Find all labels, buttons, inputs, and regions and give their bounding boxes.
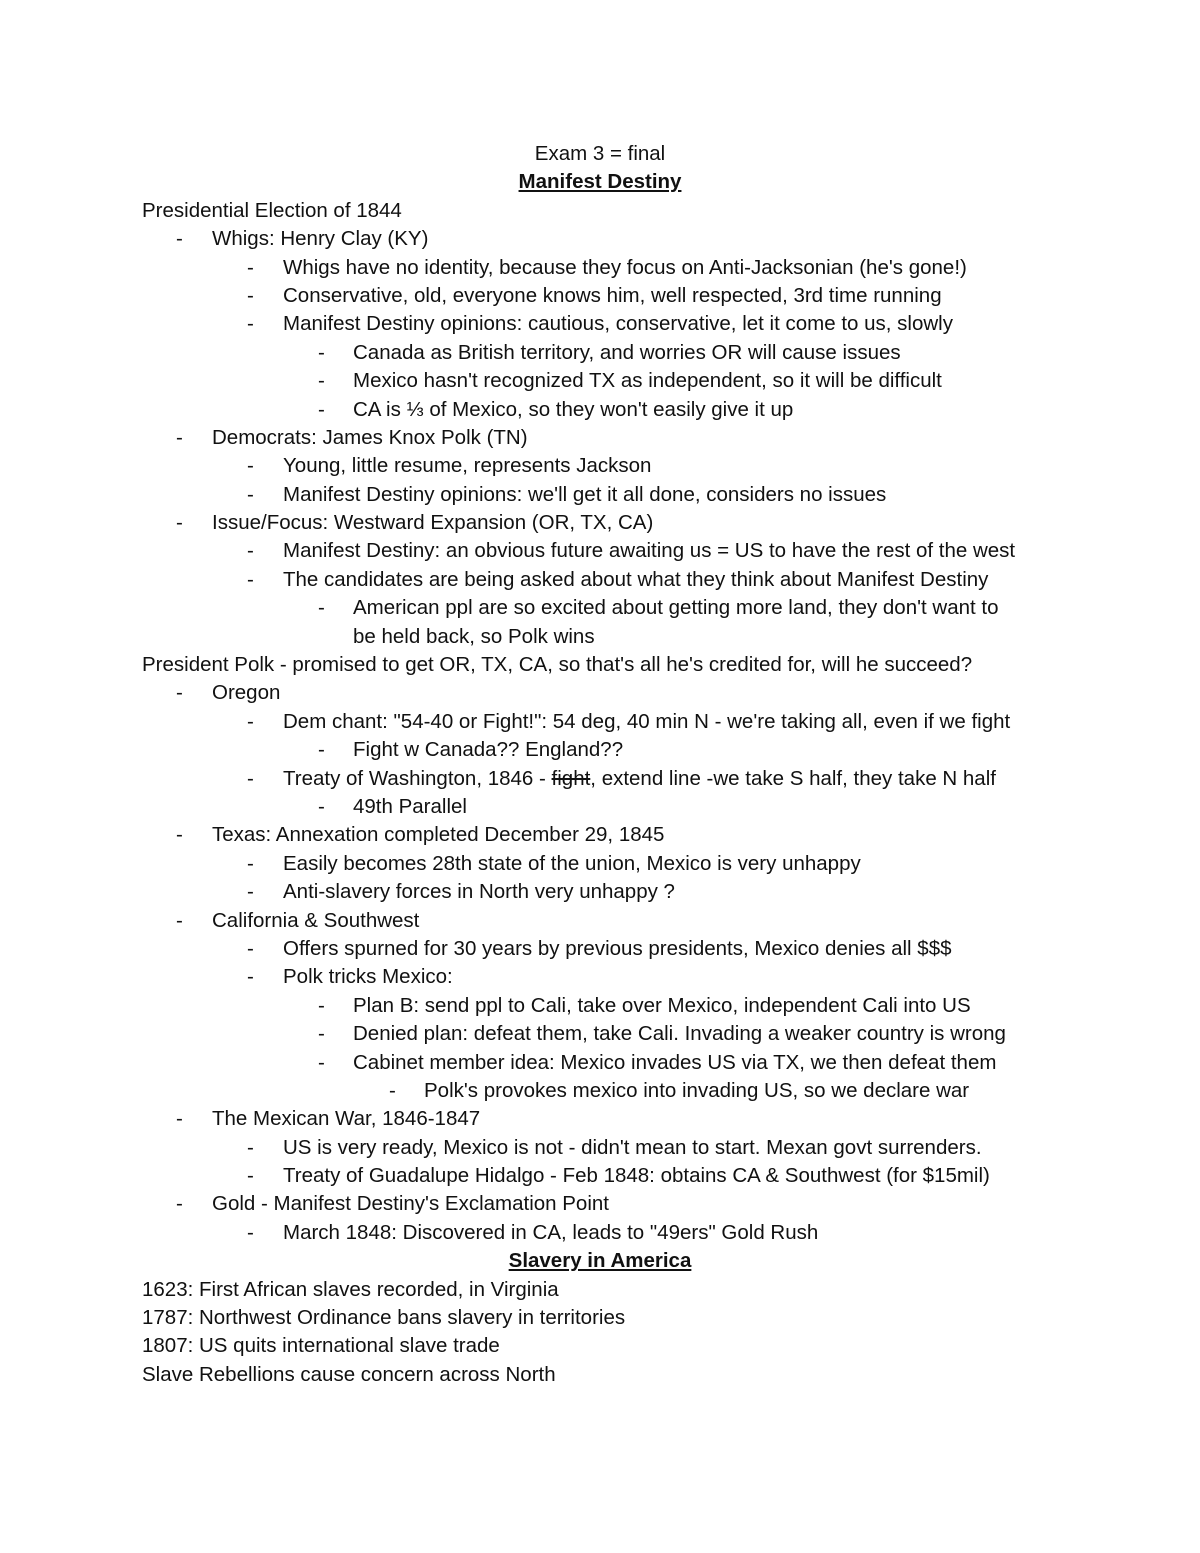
bullet-dash: - — [318, 738, 325, 762]
timeline-item — [0, 1276, 1200, 1304]
outline-text: Offers spurned for 30 years by previous presidents, Mexico denies all $$$ — [283, 936, 952, 960]
outline-item — [0, 935, 1200, 963]
outline-text-end: , extend line -we take S half, they take N half — [590, 766, 996, 790]
timeline-item — [0, 1332, 1200, 1360]
outline-text-start: Treaty of Washington, 1846 - — [283, 766, 552, 790]
bullet-dash: - — [247, 766, 254, 790]
bullet-dash: - — [247, 709, 254, 733]
outline-text: The Mexican War, 1846-1847 — [212, 1107, 481, 1131]
outline-item — [0, 537, 1200, 565]
bullet-dash: - — [247, 567, 254, 591]
slavery-notes — [0, 1276, 1200, 1390]
outline-text: Presidential Election of 1844 — [142, 198, 402, 222]
outline-text: Mexico hasn't recognized TX as independent, so it will be difficult — [353, 369, 942, 393]
outline-item — [0, 623, 1200, 651]
bullet-dash: - — [176, 1192, 183, 1216]
bullet-dash: - — [247, 283, 254, 307]
bullet-dash: - — [318, 369, 325, 393]
outline-text — [283, 765, 996, 793]
outline-text: March 1848: Discovered in CA, leads to "49ers" Gold Rush — [283, 1220, 819, 1244]
outline-item — [0, 566, 1200, 594]
section-heading-manifest-destiny: Manifest Destiny — [518, 170, 682, 194]
outline-text: President Polk - promised to get OR, TX, CA, so that's all he's credited for, will he succeed? — [142, 653, 973, 677]
outline-text: Canada as British territory, and worries OR will cause issues — [353, 340, 901, 364]
outline-text: Manifest Destiny opinions: we'll get it all done, considers no issues — [283, 482, 887, 506]
document-page — [0, 140, 1200, 1389]
outline-text: Oregon — [212, 681, 281, 705]
outline-item — [0, 1105, 1200, 1133]
bullet-dash: - — [318, 993, 325, 1017]
timeline-text: Slave Rebellions cause concern across North — [142, 1362, 556, 1386]
bullet-dash: - — [389, 1078, 396, 1102]
outline-text: Issue/Focus: Westward Expansion (OR, TX, CA) — [212, 511, 654, 535]
bullet-dash: - — [318, 340, 325, 364]
outline-text: California & Southwest — [212, 908, 420, 932]
bullet-dash: - — [247, 965, 254, 989]
outline-text: CA is ⅓ of Mexico, so they won't easily give it up — [353, 397, 794, 421]
struck-word: fight — [551, 766, 591, 790]
bullet-dash: - — [247, 1164, 254, 1188]
outline-text: Whigs: Henry Clay (KY) — [212, 227, 429, 251]
outline-item — [0, 225, 1200, 253]
outline-text: Polk tricks Mexico: — [283, 965, 453, 989]
timeline-text: 1807: US quits international slave trade — [142, 1334, 500, 1358]
outline-item — [0, 793, 1200, 821]
outline-text: Manifest Destiny opinions: cautious, conservative, let it come to us, slowly — [283, 312, 953, 336]
outline-text: The candidates are being asked about what they think about Manifest Destiny — [283, 567, 989, 591]
outline-text: Easily becomes 28th state of the union, Mexico is very unhappy — [283, 851, 861, 875]
bullet-dash: - — [176, 908, 183, 932]
outline-text: Plan B: send ppl to Cali, take over Mexico, independent Cali into US — [353, 993, 971, 1017]
outline-text: US is very ready, Mexico is not - didn't mean to start. Mexan govt surrenders. — [283, 1135, 982, 1159]
outline-text: Treaty of Guadalupe Hidalgo - Feb 1848: obtains CA & Southwest (for $15mil) — [283, 1164, 990, 1188]
outline-item — [0, 424, 1200, 452]
outline-item — [0, 1049, 1200, 1077]
outline-text: Gold - Manifest Destiny's Exclamation Point — [212, 1192, 609, 1216]
timeline-item — [0, 1304, 1200, 1332]
outline-item — [0, 1162, 1200, 1190]
outline-text: American ppl are so excited about getting more land, they don't want to — [353, 596, 999, 620]
outline-text: Democrats: James Knox Polk (TN) — [212, 425, 528, 449]
outline-item — [0, 679, 1200, 707]
outline-text: Manifest Destiny: an obvious future awaiting us = US to have the rest of the west — [283, 539, 1016, 563]
outline-text: be held back, so Polk wins — [353, 624, 595, 648]
outline-item — [0, 1219, 1200, 1247]
outline-item — [0, 1134, 1200, 1162]
outline-item — [0, 992, 1200, 1020]
timeline-text: 1623: First African slaves recorded, in Virginia — [142, 1277, 559, 1301]
bullet-dash: - — [176, 425, 183, 449]
outline-text: Whigs have no identity, because they focus on Anti-Jacksonian (he's gone!) — [283, 255, 967, 279]
section-heading-slavery: Slavery in America — [508, 1249, 692, 1273]
manifest-destiny-notes — [0, 197, 1200, 1247]
outline-item — [0, 396, 1200, 424]
outline-text: Polk's provokes mexico into invading US, so we declare war — [424, 1078, 970, 1102]
outline-text: Young, little resume, represents Jackson — [283, 454, 652, 478]
outline-item — [0, 907, 1200, 935]
outline-item — [0, 850, 1200, 878]
outline-item — [0, 339, 1200, 367]
bullet-dash: - — [318, 596, 325, 620]
outline-text: Anti-slavery forces in North very unhappy ? — [283, 880, 675, 904]
outline-item — [0, 509, 1200, 537]
outline-item — [0, 821, 1200, 849]
bullet-dash: - — [176, 227, 183, 251]
bullet-dash: - — [318, 794, 325, 818]
outline-item — [0, 963, 1200, 991]
bullet-dash: - — [247, 454, 254, 478]
outline-item — [0, 878, 1200, 906]
document-title: Exam 3 = final — [534, 142, 666, 165]
bullet-dash: - — [247, 936, 254, 960]
bullet-dash: - — [318, 1050, 325, 1074]
timeline-text: 1787: Northwest Ordinance bans slavery in territories — [142, 1306, 626, 1330]
outline-item — [0, 765, 1200, 793]
outline-text: Texas: Annexation completed December 29, 1845 — [212, 823, 665, 847]
bullet-dash: - — [176, 511, 183, 535]
bullet-dash: - — [247, 482, 254, 506]
bullet-dash: - — [247, 851, 254, 875]
outline-item — [0, 452, 1200, 480]
outline-item — [0, 736, 1200, 764]
outline-text: Dem chant: "54-40 or Fight!": 54 deg, 40 min N - we're taking all, even if we fight — [283, 709, 1011, 733]
outline-text: Fight w Canada?? England?? — [353, 738, 624, 762]
bullet-dash: - — [247, 312, 254, 336]
outline-item — [0, 367, 1200, 395]
outline-text: Cabinet member idea: Mexico invades US via TX, we then defeat them — [353, 1050, 997, 1074]
bullet-dash: - — [247, 880, 254, 904]
outline-item — [0, 254, 1200, 282]
bullet-dash: - — [318, 1022, 325, 1046]
outline-item — [0, 1190, 1200, 1218]
outline-item — [0, 310, 1200, 338]
outline-item — [0, 1077, 1200, 1105]
outline-item — [0, 1020, 1200, 1048]
bullet-dash: - — [176, 1107, 183, 1131]
outline-item — [0, 651, 1200, 679]
outline-item — [0, 708, 1200, 736]
outline-item — [0, 481, 1200, 509]
bullet-dash: - — [247, 255, 254, 279]
outline-item — [0, 197, 1200, 225]
bullet-dash: - — [247, 539, 254, 563]
outline-item — [0, 594, 1200, 622]
outline-text: Denied plan: defeat them, take Cali. Invading a weaker country is wrong — [353, 1022, 1006, 1046]
bullet-dash: - — [318, 397, 325, 421]
outline-text: Conservative, old, everyone knows him, well respected, 3rd time running — [283, 283, 942, 307]
bullet-dash: - — [176, 823, 183, 847]
timeline-item — [0, 1361, 1200, 1389]
outline-text: 49th Parallel — [353, 794, 467, 818]
outline-item — [0, 282, 1200, 310]
bullet-dash: - — [247, 1220, 254, 1244]
bullet-dash: - — [176, 681, 183, 705]
bullet-dash: - — [247, 1135, 254, 1159]
